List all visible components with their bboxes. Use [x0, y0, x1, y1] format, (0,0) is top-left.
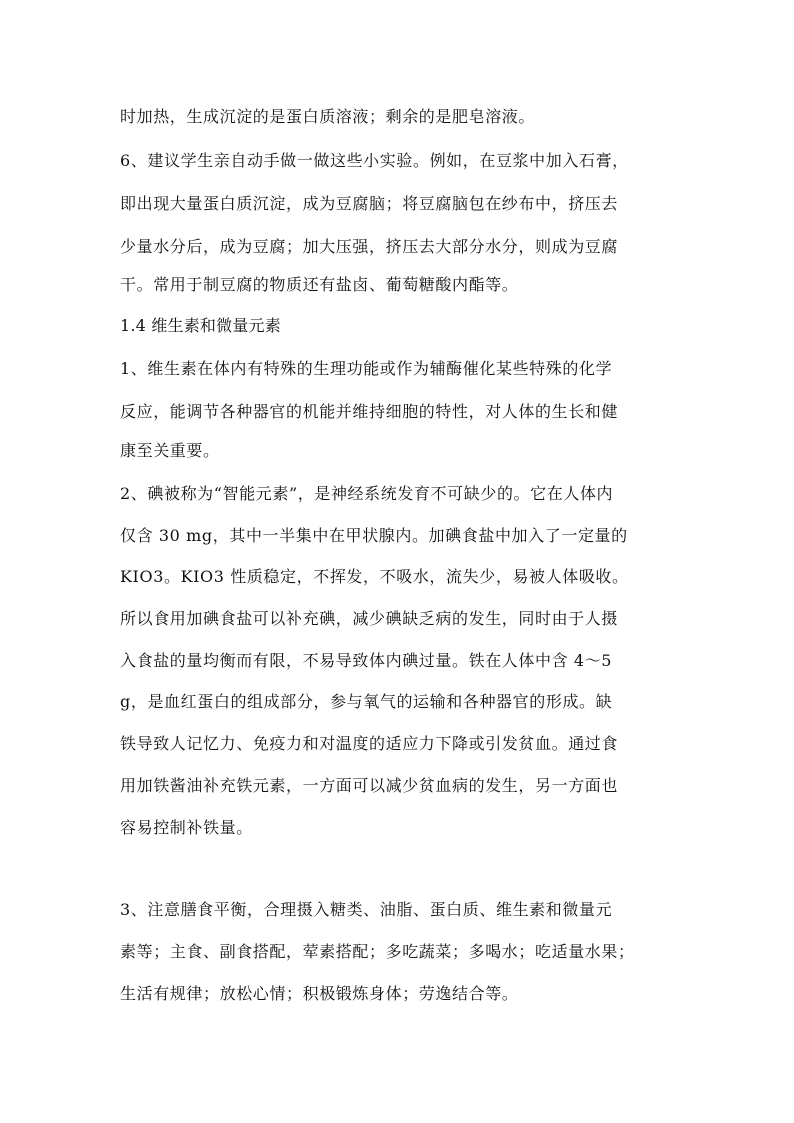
paragraph-line: 少量水分后，成为豆腐；加大压强，挤压去大部分水分，则成为豆腐 — [120, 237, 619, 256]
paragraph-line: 仅含 30 mg，其中一半集中在甲状腺内。加碘食盐中加入了一定量的 — [120, 526, 628, 545]
paragraph-line: 即出现大量蛋白质沉淀，成为豆腐脑；将豆腐脑包在纱布中，挤压去 — [120, 194, 619, 213]
paragraph-line: 干。常用于制豆腐的物质还有盐卤、葡萄糖酸内酯等。 — [120, 275, 519, 294]
paragraph-line: 入食盐的量均衡而有限，不易导致体内碘过量。铁在人体中含 4～5 — [120, 651, 613, 670]
paragraph-line: 所以食用加碘食盐可以补充碘，减少碘缺乏病的发生，同时由于人摄 — [120, 609, 619, 628]
paragraph-line: 素等；主食、副食搭配，荤素搭配；多吃蔬菜；多喝水；吃适量水果； — [120, 942, 635, 961]
paragraph-line: 铁导致人记忆力、免疫力和对温度的适应力下降或引发贫血。通过食 — [120, 734, 619, 753]
section-heading: 1.4 维生素和微量元素 — [120, 316, 281, 335]
paragraph-line: KIO3。KIO3 性质稳定，不挥发，不吸水，流失少，易被人体吸收。 — [120, 567, 629, 586]
paragraph-line: 3、注意膳食平衡，合理摄入糖类、油脂、蛋白质、维生素和微量元 — [120, 900, 613, 919]
paragraph-line: 6、建议学生亲自动手做一做这些小实验。例如，在豆浆中加入石膏， — [120, 151, 629, 170]
paragraph-line: 用加铁酱油补充铁元素，一方面可以减少贫血病的发生，另一方面也 — [120, 776, 619, 795]
paragraph-line: 1、维生素在体内有特殊的生理功能或作为辅酶催化某些特殊的化学 — [120, 359, 613, 378]
paragraph-line: 时加热，生成沉淀的是蛋白质溶液；剩余的是肥皂溶液。 — [120, 107, 536, 126]
paragraph-line: g，是血红蛋白的组成部分，参与氧气的运输和各种器官的形成。缺 — [120, 692, 613, 711]
paragraph-line: 生活有规律；放松心情；积极锻炼身体；劳逸结合等。 — [120, 984, 519, 1003]
paragraph-line: 2、碘被称为“智能元素”，是神经系统发育不可缺少的。它在人体内 — [120, 484, 614, 503]
paragraph-line: 容易控制补铁量。 — [120, 818, 253, 837]
paragraph-line: 康至关重要。 — [120, 441, 220, 460]
paragraph-line: 反应，能调节各种器官的机能并维持细胞的特性，对人体的生长和健 — [120, 402, 619, 421]
